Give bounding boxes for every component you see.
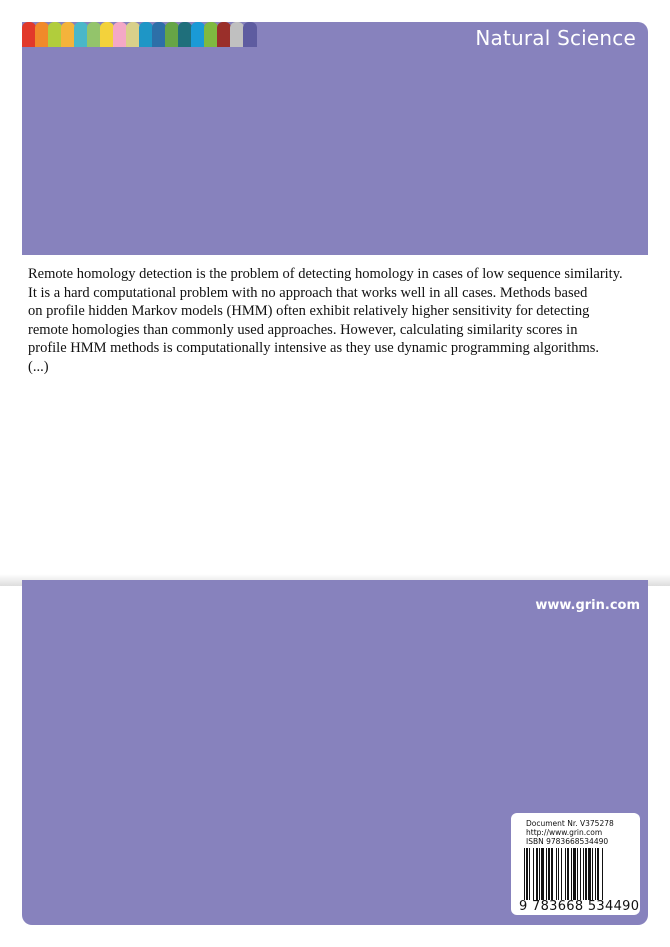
blurb-line: remote homologies than commonly used approaches. However, calculating similarity scores in: [28, 321, 578, 338]
barcode-bar: [592, 848, 593, 900]
blurb-line: It is a hard computational problem with no approach that works well in all cases. Methods based: [28, 284, 588, 301]
color-tab: [152, 22, 166, 47]
color-tabs: [22, 22, 262, 47]
blurb-line: (...): [28, 358, 49, 375]
color-tab: [204, 22, 218, 47]
color-tab: [217, 22, 231, 47]
barcode-bar: [571, 848, 572, 900]
barcode-bar: [529, 848, 530, 900]
series-label: Natural Science: [475, 26, 636, 50]
document-url: http://www.grin.com: [526, 828, 603, 837]
color-tab: [230, 22, 244, 47]
color-tab: [178, 22, 192, 47]
color-tab: [74, 22, 88, 47]
cover-top-panel: [22, 22, 648, 255]
color-tab: [165, 22, 179, 47]
barcode-bar: [561, 848, 562, 900]
barcode-bar: [565, 848, 566, 900]
color-tab: [100, 22, 114, 47]
barcode-bar: [585, 848, 587, 900]
barcode-bar: [597, 848, 599, 900]
document-number: Document Nr. V375278: [526, 819, 614, 828]
barcode-bar: [526, 848, 528, 900]
color-tab: [113, 22, 127, 47]
color-tab: [243, 22, 257, 47]
color-tab: [126, 22, 140, 47]
barcode-bar: [573, 848, 576, 900]
barcode-bar: [524, 848, 525, 900]
color-tab: [35, 22, 49, 47]
barcode-bar: [556, 848, 557, 900]
isbn-label: ISBN 9783668534490: [526, 837, 609, 846]
barcode-bar: [588, 848, 591, 900]
barcode-bar: [595, 848, 596, 900]
blurb-line: Remote homology detection is the problem of detecting homology in cases of low sequence similarity.: [28, 266, 623, 282]
barcode-bar: [548, 848, 550, 900]
barcode-bar: [536, 848, 538, 900]
color-tab: [22, 22, 36, 47]
barcode-bar: [546, 848, 547, 900]
barcode-bar: [580, 848, 581, 900]
color-tab: [61, 22, 75, 47]
barcode-bar: [551, 848, 553, 900]
barcode-bar: [567, 848, 569, 900]
barcode-bar: [541, 848, 544, 900]
blurb-line: profile HMM methods is computationally intensive as they use dynamic programming algorithms.: [28, 340, 600, 357]
barcode-bar: [539, 848, 540, 900]
website-link[interactable]: www.grin.com: [535, 598, 640, 613]
color-tab: [139, 22, 153, 47]
barcode-bar: [533, 848, 534, 900]
barcode-bar: [583, 848, 584, 900]
barcode-bar: [577, 848, 578, 900]
barcode-bar: [558, 848, 559, 900]
barcode-digits: 9 783668 534490: [519, 899, 640, 914]
barcode-bar: [602, 848, 603, 900]
color-tab: [87, 22, 101, 47]
color-tab: [48, 22, 62, 47]
color-tab: [191, 22, 205, 47]
blurb-line: on profile hidden Markov models (HMM) often exhibit relatively higher sensitivity for detecting: [28, 303, 590, 320]
barcode-box: [511, 813, 640, 915]
barcode: [523, 848, 637, 900]
blurb-text: [28, 265, 623, 377]
